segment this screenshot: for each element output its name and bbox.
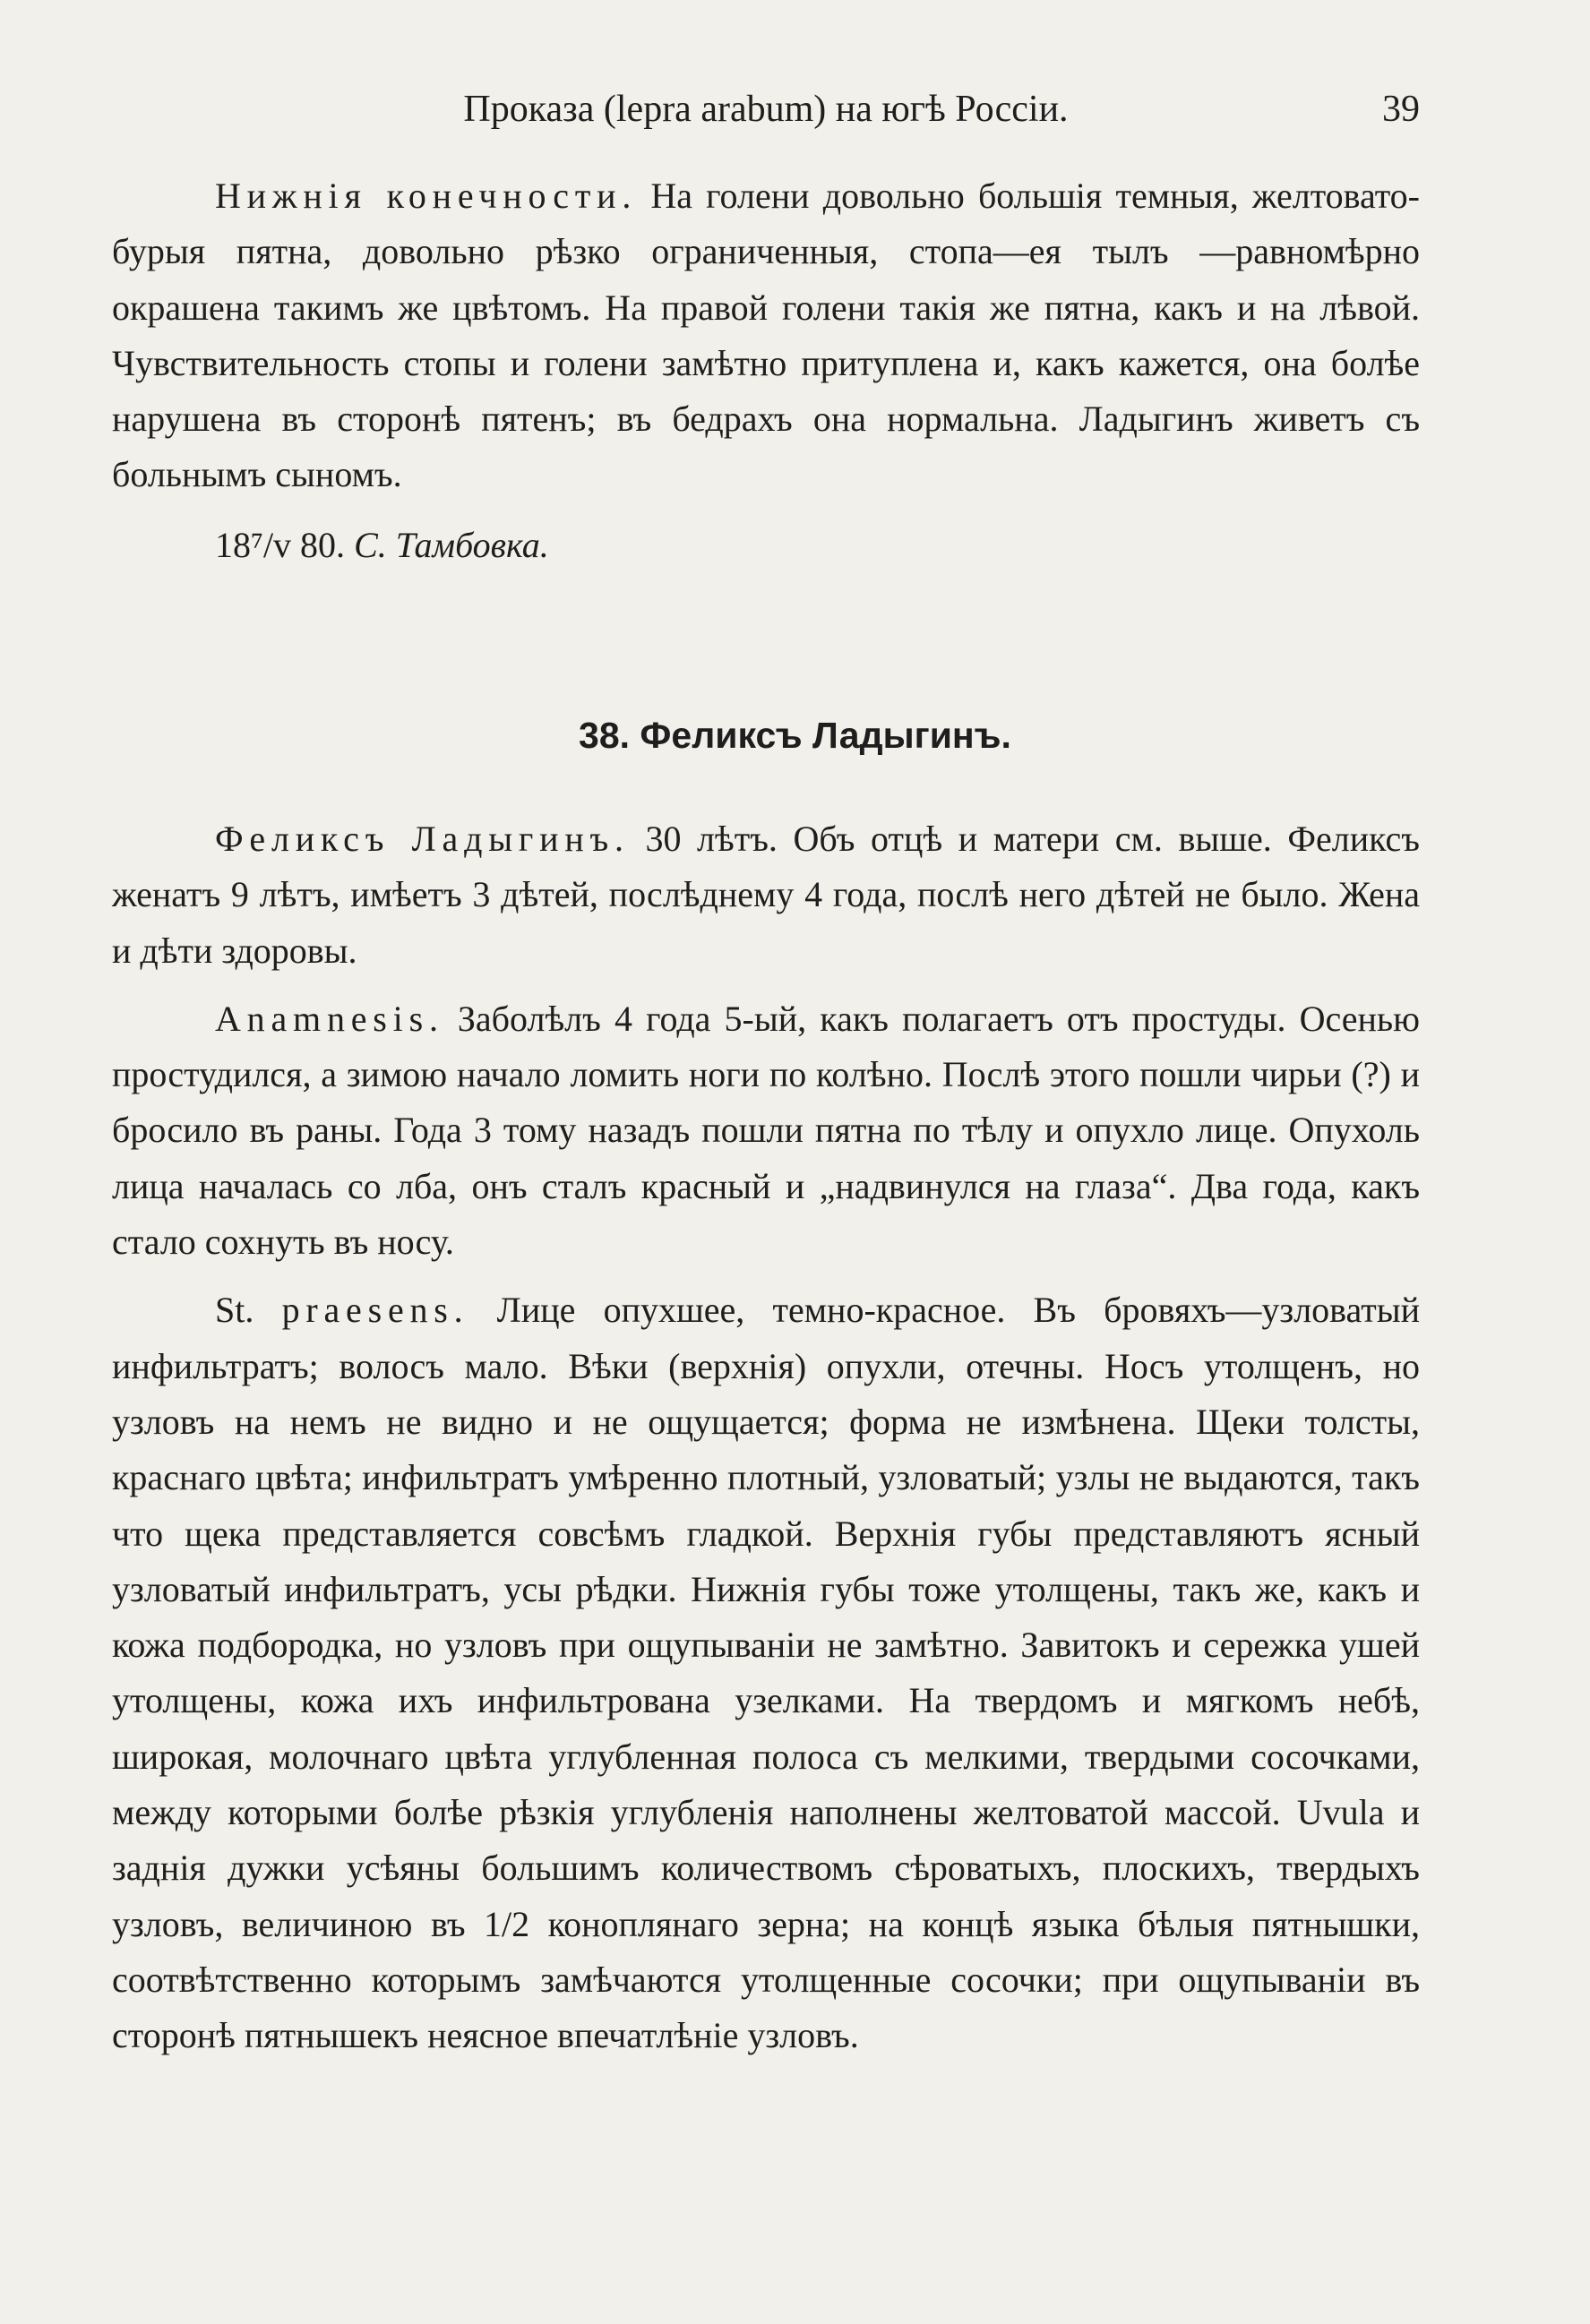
paragraph-lead: Феликсъ Ладыгинъ. <box>215 819 630 859</box>
record-date: 18⁷/v 80. <box>215 525 346 565</box>
paragraph-text: Заболѣлъ 4 года 5-ый, какъ полагаетъ отъ простуды. Осенью простудился, а зимою начало ломить ноги по колѣно. Послѣ этого пошли чирьи (?) и бросило въ раны. Года 3 тому назадъ пошли пятна по тѣлу и опухло лице. Опухоль лица началась со лба, онъ сталъ красный и „надвинулся на глаза“. Два года, какъ стало сохнуть въ носу. <box>112 998 1420 1263</box>
running-header <box>112 82 1420 136</box>
case-intro-paragraph <box>112 811 1420 979</box>
continuation-paragraph <box>112 168 1420 503</box>
date-location-line <box>215 518 549 573</box>
paragraph-text: 30 лѣтъ. Объ отцѣ и матери см. выше. Феликсъ женатъ 9 лѣтъ, имѣетъ 3 дѣтей, послѣднему 4 года, послѣ него дѣтей не было. Жена и дѣти здоровы. <box>112 819 1420 971</box>
paragraph-lead-plain: St. <box>215 1290 254 1331</box>
paragraph-text: На голени довольно большія темныя, желтовато-бурыя пятна, довольно рѣзко ограниченныя, стопа—ея тылъ —равномѣрно окрашена такимъ же цвѣтомъ. На правой голени такія же пятна, какъ и на лѣвой. Чувствительность стопы и голени замѣтно притуплена и, какъ кажется, она болѣе нарушена въ сторонѣ пятенъ; въ бедрахъ она нормальна. Ладыгинъ живетъ съ больнымъ сыномъ. <box>112 176 1420 495</box>
record-place: С. Тамбовка. <box>354 525 549 565</box>
paragraph-lead: Нижнія конечности. <box>215 176 638 216</box>
case-heading: 38. Феликсъ Ладыгинъ. <box>579 715 1011 756</box>
continuation-block <box>112 168 1420 503</box>
running-title: Проказа (lepra arabum) на югѣ Россіи. <box>463 89 1069 130</box>
paragraph-lead: Anamnesis. <box>215 998 444 1039</box>
paragraph-lead: praesens. <box>281 1290 469 1331</box>
page-number: 39 <box>1382 89 1420 130</box>
paragraph-text: Лице опухшее, темно-красное. Въ бровяхъ—узловатый инфильтратъ; волосъ мало. Вѣки (верхнія) опухли, отечны. Носъ утолщенъ, но узловъ на немъ не видно и не ощущается; форма не измѣнена. Щеки толсты, краснаго цвѣта; инфильтратъ умѣренно плотный, узловатый; узлы не выдаются, такъ что щека представляется совсѣмъ гладкой. Верхнія губы представляютъ ясный узловатый инфильтратъ, усы рѣдки. Нижнія губы тоже утолщены, такъ же, какъ и кожа подбородка, но узловъ при ощупываніи не замѣтно. Завитокъ и сережка ушей утолщены, кожа ихъ инфильтрована узелками. На твердомъ и мягкомъ небѣ, широкая, молочнаго цвѣта углубленная полоса съ мелкими, твердыми сосочками, между которыми болѣе рѣзкія углубленія наполнены желтоватой массой. Uvula и заднія дужки усѣяны большимъ количествомъ сѣроватыхъ, плоскихъ, твердыхъ узловъ, величиною въ 1/2 коноплянаго зерна; на концѣ языка бѣлыя пятнышки, соотвѣтственно которымъ замѣчаются утолщенные сосочки; при ощупываніи въ сторонѣ пятнышекъ неясное впечатлѣніе узловъ. <box>112 1290 1420 2056</box>
status-praesens-paragraph <box>112 1282 1420 2063</box>
case-body <box>112 811 1420 2064</box>
anamnesis-paragraph <box>112 991 1420 1270</box>
